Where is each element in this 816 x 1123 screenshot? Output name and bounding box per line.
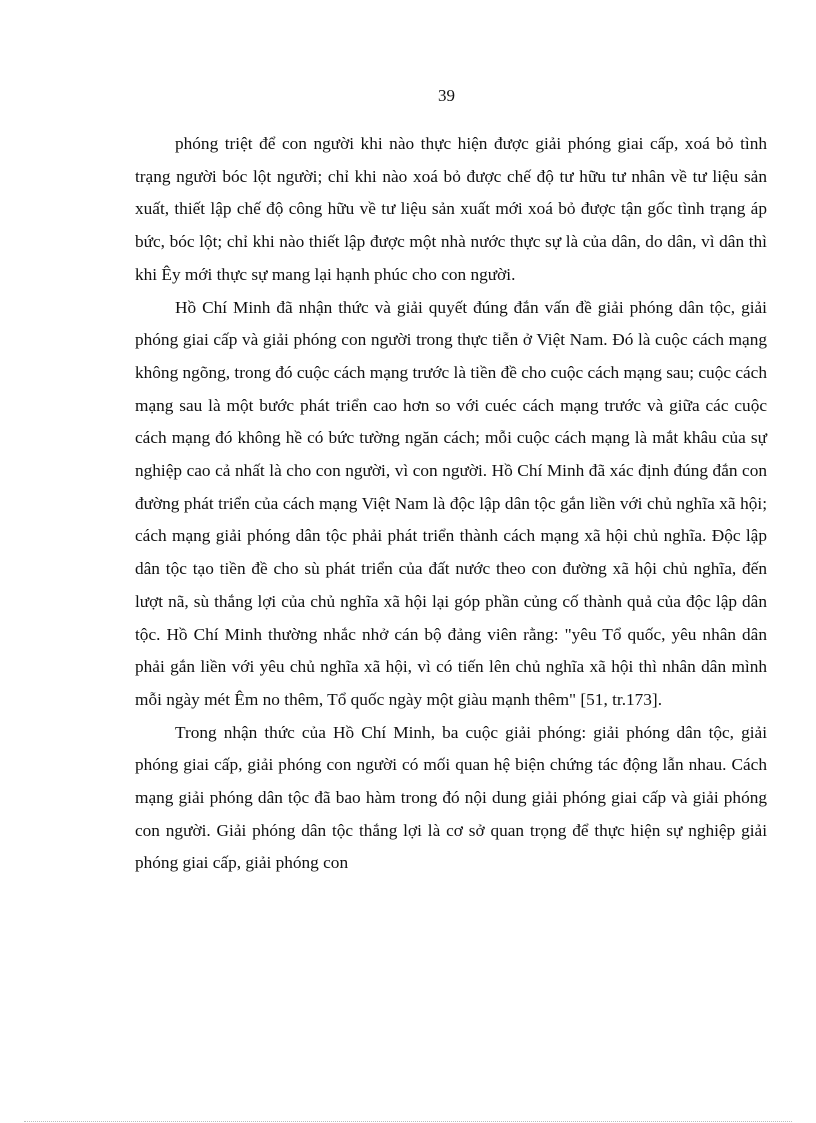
paragraph-2: Hồ Chí Minh đã nhận thức và giải quyết đúng đắn vấn đề giải phóng dân tộc, giải phóng giai cấp và giải phóng con người trong thực tiễn ở Việt Nam. Đó là cuộc cách mạng không ngõng, trong đó cuộc cách mạng trước là tiền đề cho cuộc cách mạng sau; cuộc cách mạng sau là một bước phát triển cao hơn so với cuéc cách mạng trước và giữa các cuộc cách mạng đó không hề có bức tường ngăn cách; mỗi cuộc cách mạng là mắt khâu của sự nghiệp cao cả nhất là cho con người, vì con người. Hồ Chí Minh đã xác định đúng đắn con đường phát triển của cách mạng Việt Nam là độc lập dân tộc gắn liền với chủ nghĩa xã hội; cách mạng giải phóng dân tộc phải phát triển thành cách mạng xã hội chủ nghĩa. Độc lập dân tộc tạo tiền đề cho sù phát triển của đất nước theo con đường xã hội chủ nghĩa, đến lượt nã, sù thắng lợi của chủ nghĩa xã hội lại góp phần củng cố thành quả của độc lập dân tộc. Hồ Chí Minh thường nhắc nhở cán bộ đảng viên rằng: "yêu Tổ quốc, yêu nhân dân phải gắn liền với yêu chủ nghĩa xã hội, vì có tiến lên chủ nghĩa xã hội thì nhân dân mình mỗi ngày mét Êm no thêm, Tổ quốc ngày một giàu mạnh thêm" [51, tr.173].: [135, 297, 767, 709]
body-text: [135, 128, 767, 880]
bottom-dotted-rule: [24, 1121, 792, 1122]
page-number: 39: [438, 86, 455, 105]
paragraph-1: phóng triệt để con người khi nào thực hiện được giải phóng giai cấp, xoá bỏ tình trạng người bóc lột người; chỉ khi nào xoá bỏ được chế độ tư hữu tư nhân về tư liệu sản xuất, thiết lập chế độ công hữu về tư liệu sản xuất mới xoá bỏ được tận gốc tình trạng áp bức, bóc lột; chỉ khi nào thiết lập được một nhà nước thực sự là của dân, do dân, vì dân thì khi Êy mới thực sự mang lại hạnh phúc cho con người.: [135, 134, 767, 284]
paragraph-3: Trong nhận thức của Hồ Chí Minh, ba cuộc giải phóng: giải phóng dân tộc, giải phóng giai cấp, giải phóng con người có mối quan hệ biện chứng tác động lẫn nhau. Cách mạng giải phóng dân tộc đã bao hàm trong đó nội dung giải phóng giai cấp và giải phóng con người. Giải phóng dân tộc thắng lợi là cơ sở quan trọng để thực hiện sự nghiệp giải phóng giai cấp, giải phóng con: [135, 722, 767, 873]
